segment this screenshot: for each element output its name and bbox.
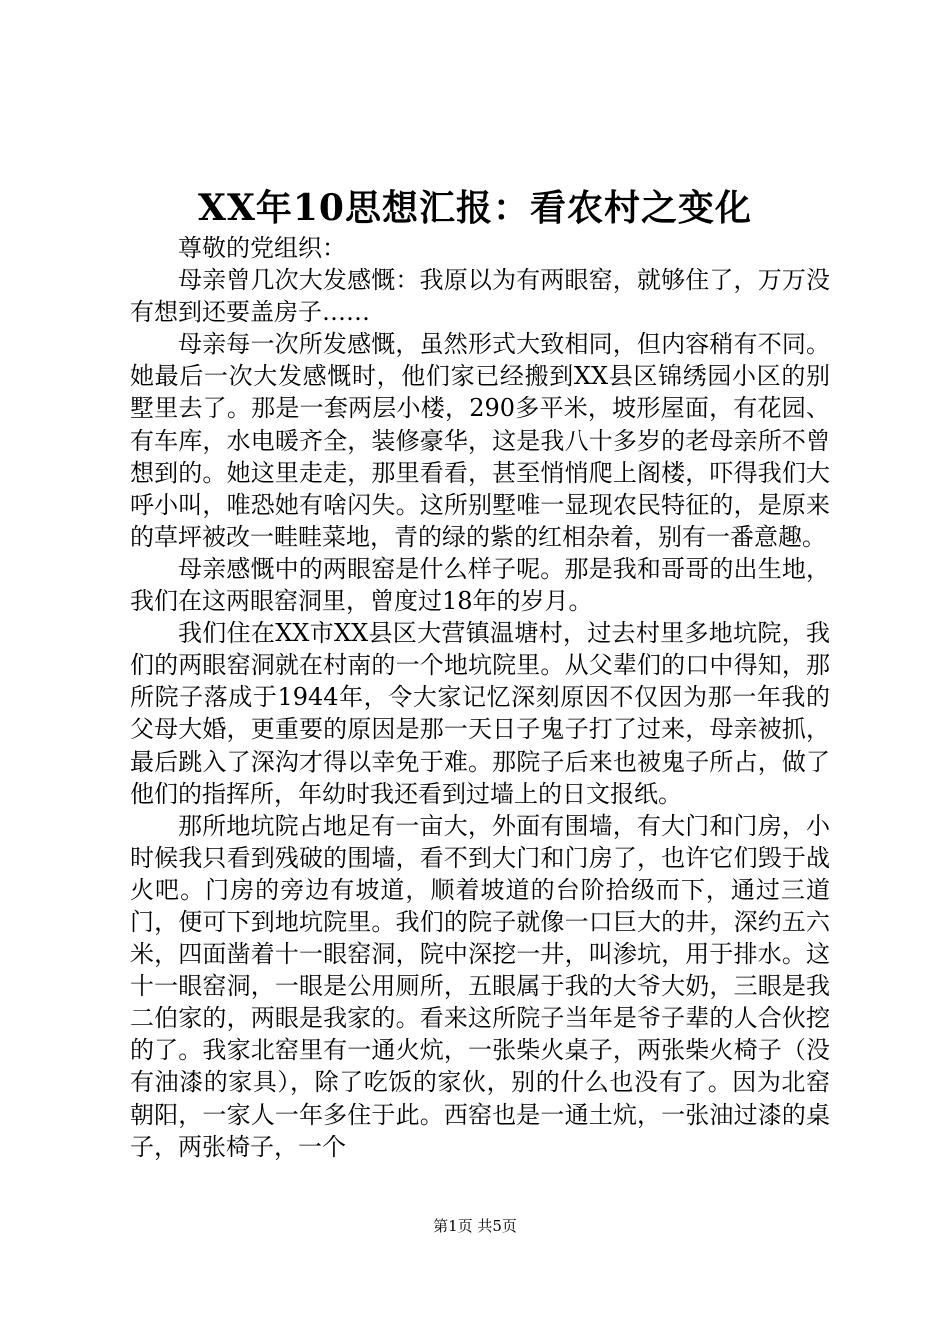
paragraph-5: 那所地坑院占地足有一亩大，外面有围墙，有大门和门房，小时候我只看到残破的围墙，看不到大门和门房了，也许它们毁于战火吧。门房的旁边有坡道，顺着坡道的台阶拾级而下，通过三道门，便可下到地坑院里。我们的院子就像一口巨大的井，深约五六米，四面凿着十一眼窑洞，院中深挖一井，叫渗坑，用于排水。这十一眼窑洞，一眼是公用厕所，五眼属于我的大爷大奶，三眼是我二伯家的，两眼是我家的。看来这所院子当年是爷子辈的人合伙挖的了。我家北窑里有一通火炕，一张柴火桌子，两张柴火椅子（没有油漆的家具），除了吃饭的家伙，别的什么也没有了。因为北窑朝阳，一家人一年多住于此。西窑也是一通土炕，一张油过漆的桌子，两张椅子，一个 [130,811,830,1161]
paragraph-1: 母亲曾几次大发感慨：我原以为有两眼窑，就够住了，万万没有想到还要盖房子…… [130,266,830,327]
document-title: XX年10思想汇报：看农村之变化 [198,187,752,229]
document-body [130,232,830,1163]
paragraph-2: 母亲每一次所发感慨，虽然形式大致相同，但内容稍有不同。她最后一次大发感慨时，他们家已经搬到XX县区锦绣园小区的别墅里去了。那是一套两层小楼，290多平米，坡形屋面，有花园、有车库，水电暖齐全，装修豪华，这是我八十多岁的老母亲所不曾想到的。她这里走走，那里看看，甚至悄悄爬上阁楼，吓得我们大呼小叫，唯恐她有啥闪失。这所别墅唯一显现农民特征的，是原来的草坪被改一畦畦菜地，青的绿的紫的红相杂着，别有一番意趣。 [130,330,830,551]
salutation: 尊敬的党组织： [178,234,346,262]
paragraph-4: 我们住在XX市XX县区大营镇温塘村，过去村里多地坑院，我们的两眼窑洞就在村南的一个地坑院里。从父辈们的口中得知，那所院子落成于1944年，令大家记忆深刻原因不仅因为那一年我的父母大婚，更重要的原因是那一天日子鬼子打了过来，母亲被抓，最后跳入了深沟才得以幸免于难。那院子后来也被鬼子所占，做了他们的指挥所，年幼时我还看到过墙上的日文报纸。 [130,619,830,808]
paragraph-3: 母亲感慨中的两眼窑是什么样子呢。那是我和哥哥的出生地，我们在这两眼窑洞里，曾度过18年的岁月。 [130,554,830,616]
page-number-footer: 第1页 共5页 [433,1217,517,1235]
